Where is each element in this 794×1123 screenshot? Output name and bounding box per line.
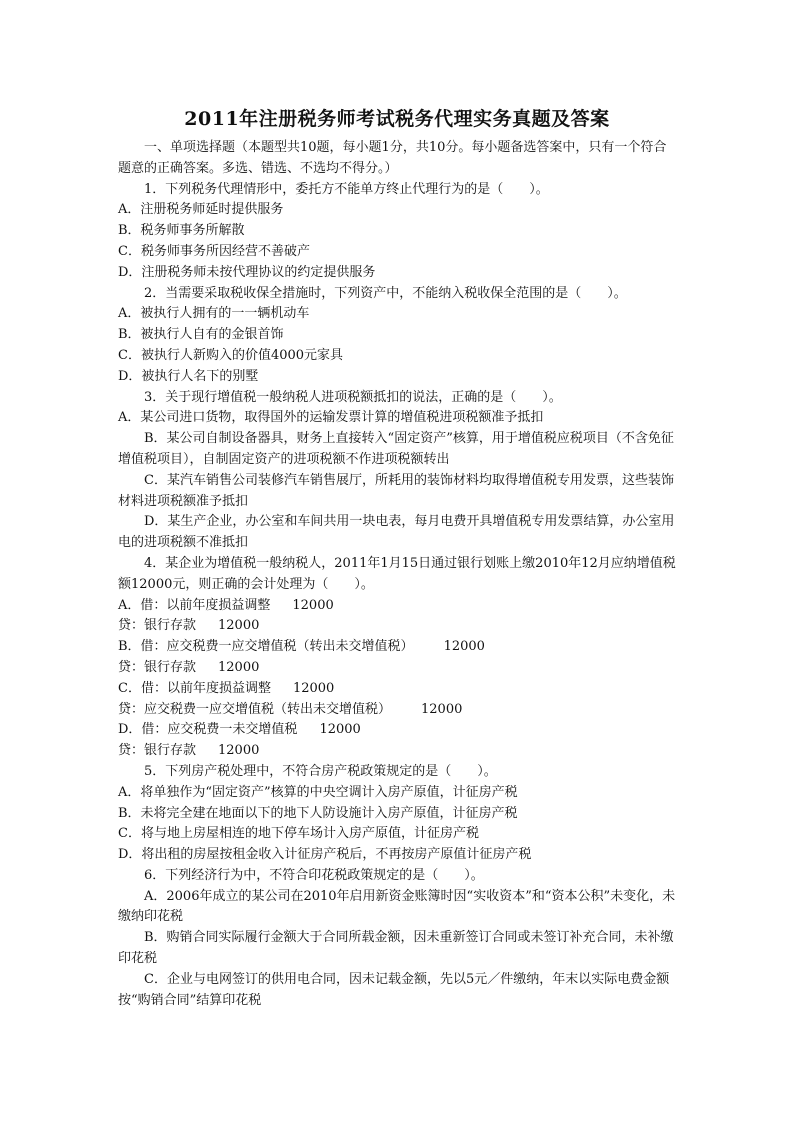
question-5-option-d: D．将出租的房屋按租金收入计征房产税后，不再按房产原值计征房产税 <box>118 847 532 863</box>
question-2-stem: 2．当需要采取税收保全措施时，下列资产中，不能纳入税收保全范围的是（ ）。 <box>144 285 627 301</box>
credit-amount: 12000 <box>218 659 260 675</box>
question-3-option-a: A．某公司进口货物，取得国外的运输发票计算的增值税进项税额准予抵扣 <box>118 410 544 426</box>
question-3-option-d: D．某生产企业，办公室和车间共用一块电表，每月电费开具增值税专用发票结算，办公室用电的进项税额不准抵扣 <box>118 514 675 551</box>
question-5-option-a: A．将单独作为“固定资产”核算的中央空调计入房产原值，计征房产税 <box>118 784 518 800</box>
credit-amount: 12000 <box>421 701 463 717</box>
credit-entry: 贷：银行存款 <box>118 743 197 759</box>
question-5-option-b: B．未将完全建在地面以下的地下人防设施计入房产原值，计征房产税 <box>118 805 518 821</box>
credit-amount: 12000 <box>218 743 260 759</box>
question-1-stem: 1．下列税务代理情形中，委托方不能单方终止代理行为的是（ ）。 <box>144 181 549 197</box>
question-4-option-a-credit <box>118 616 678 637</box>
question-3-option-b: B．某公司自制设备器具，财务上直接转入“固定资产”核算，用于增值税应税项目（不含免征增值税项目），自制固定资产的进项税额不作进项税额转出 <box>118 431 674 467</box>
question-4-option-c-credit <box>118 700 678 721</box>
question-1-option-a: A．注册税务师延时提供服务 <box>118 202 284 218</box>
question-4-option-a-debit <box>118 596 678 617</box>
question-4-option-b-credit <box>118 658 678 679</box>
question-6-option-c: C．企业与电网签订的供用电合同，因未记载金额，先以5元／件缴纳，年末以实际电费金额按“购销合同”结算印花税 <box>118 971 670 1008</box>
debit-amount: 12000 <box>292 597 334 613</box>
question-1-option-b: B．税务师事务所解散 <box>118 223 245 239</box>
question-6-option-a: A．2006年成立的某公司在2010年启用新资金账簿时因“实收资本”和“资本公积”未变化，未缴纳印花税 <box>118 888 676 925</box>
question-2-option-b: B．被执行人自有的金银首饰 <box>118 327 284 343</box>
debit-amount: 12000 <box>292 680 335 696</box>
debit-amount: 12000 <box>443 639 485 655</box>
question-4-option-b-debit <box>118 637 678 658</box>
credit-amount: 12000 <box>218 618 260 634</box>
question-2-option-a: A．被执行人拥有的一一辆机动车 <box>118 306 310 322</box>
credit-entry: 贷：银行存款 <box>118 659 197 675</box>
question-1-option-d: D．注册税务师未按代理协议的约定提供服务 <box>118 264 376 280</box>
question-2-option-c: C．被执行人新购入的价值4000元家具 <box>118 347 344 363</box>
section-intro: 一、单项选择题（本题型共10题，每小题1分，共10分。每小题备选答案中，只有一个符合题意的正确答案。多选、错选、不选均不得分。） <box>118 140 667 176</box>
credit-entry: 贷：应交税费一应交增值税（转出未交增值税） <box>118 701 392 717</box>
question-5-option-c: C．将与地上房屋相连的地下停车场计入房产原值，计征房产税 <box>118 826 479 842</box>
question-3-stem: 3．关于现行增值税一般纳税人进项税额抵扣的说法，正确的是（ ）。 <box>144 389 562 405</box>
question-4-option-c-debit <box>118 679 678 700</box>
question-3-option-c: C．某汽车销售公司装修汽车销售展厅，所耗用的装饰材料均取得增值税专用发票，这些装饰材料进项税额准予抵扣 <box>118 472 674 509</box>
debit-entry: B．借：应交税费一应交增值税（转出未交增值税） <box>118 639 414 655</box>
question-1-option-c: C．税务师事务所因经营不善破产 <box>118 243 310 259</box>
document-body <box>118 138 678 1011</box>
question-4-option-d-debit <box>118 720 678 741</box>
question-6-option-b: B．购销合同实际履行金额大于合同所载金额，因未重新签订合同或未签订补充合同，未补缴印花税 <box>118 930 674 967</box>
question-4-stem: 4．某企业为增值税一般纳税人，2011年1月15日通过银行划账上缴2010年12月应纳增值税额12000元，则正确的会计处理为（ ）。 <box>118 555 676 592</box>
question-6-stem: 6．下列经济行为中，不符合印花税政策规定的是（ ）。 <box>144 867 484 883</box>
debit-entry: A．借：以前年度损益调整 <box>118 597 271 613</box>
question-2-option-d: D．被执行人名下的别墅 <box>118 368 259 384</box>
question-4-option-d-credit <box>118 741 678 762</box>
document-title: 2011年注册税务师考试税务代理实务真题及答案 <box>184 108 610 130</box>
debit-entry: D．借：应交税费一未交增值税 <box>118 722 298 738</box>
question-5-stem: 5．下列房产税处理中，不符合房产税政策规定的是（ ）。 <box>144 763 497 779</box>
debit-entry: C．借：以前年度损益调整 <box>118 680 271 696</box>
credit-entry: 贷：银行存款 <box>118 618 197 634</box>
debit-amount: 12000 <box>319 722 361 738</box>
